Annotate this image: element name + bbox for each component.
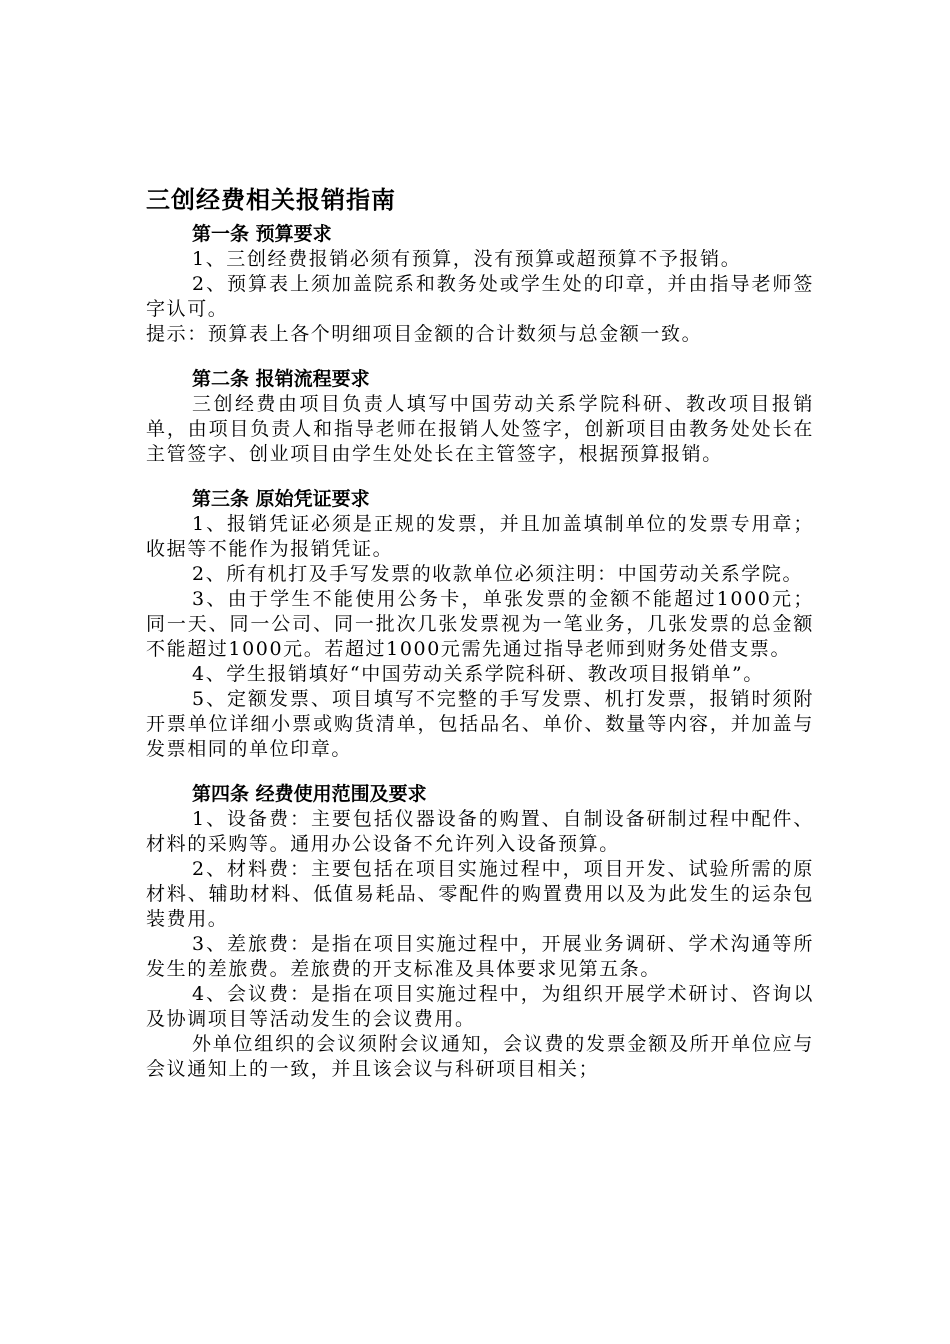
paragraph: 3、差旅费：是指在项目实施过程中，开展业务调研、学术沟通等所发生的差旅费。差旅费的开支标准及具体要求见第五条。 [146,933,814,980]
paragraph: 1、设备费：主要包括仪器设备的购置、自制设备研制过程中配件、材料的采购等。通用办公设备不允许列入设备预算。 [146,808,814,855]
section-heading: 第一条 预算要求 [192,223,332,245]
paragraph: 1、报销凭证必须是正规的发票，并且加盖填制单位的发票专用章；收据等不能作为报销凭证。 [146,513,814,560]
paragraph: 2、所有机打及手写发票的收款单位必须注明：中国劳动关系学院。 [192,563,804,585]
paragraph-tip: 提示：预算表上各个明细项目金额的合计数须与总金额一致。 [146,323,703,345]
paragraph: 1、三创经费报销必须有预算，没有预算或超预算不予报销。 [192,248,742,270]
paragraph: 三创经费由项目负责人填写中国劳动关系学院科研、教改项目报销单，由项目负责人和指导老师在报销人处签字，创新项目由教务处处长在主管签字、创业项目由学生处处长在主管签字，根据预算报销。 [146,393,814,465]
section-vouchers [146,487,814,762]
section-budget [146,222,814,347]
document-page [146,184,814,1102]
paragraph: 外单位组织的会议须附会议通知，会议费的发票金额及所开单位应与会议通知上的一致，并且该会议与科研项目相关； [146,1033,814,1080]
section-process [146,367,814,467]
section-usage-scope [146,782,814,1082]
paragraph: 2、预算表上须加盖院系和教务处或学生处的印章，并由指导老师签字认可。 [146,273,814,320]
paragraph: 5、定额发票、项目填写不完整的手写发票、机打发票，报销时须附开票单位详细小票或购货清单，包括品名、单价、数量等内容，并加盖与发票相同的单位印章。 [146,688,814,760]
section-heading: 第二条 报销流程要求 [192,368,370,390]
document-title: 三创经费相关报销指南 [146,186,396,214]
section-heading: 第三条 原始凭证要求 [192,488,370,510]
paragraph: 2、材料费：主要包括在项目实施过程中，项目开发、试验所需的原材料、辅助材料、低值易耗品、零配件的购置费用以及为此发生的运杂包装费用。 [146,858,814,930]
paragraph: 4、会议费：是指在项目实施过程中，为组织开展学术研讨、咨询以及协调项目等活动发生的会议费用。 [146,983,814,1030]
section-heading: 第四条 经费使用范围及要求 [192,783,427,805]
paragraph: 4、学生报销填好“中国劳动关系学院科研、教改项目报销单”。 [192,663,764,685]
paragraph: 3、由于学生不能使用公务卡，单张发票的金额不能超过1000元；同一天、同一公司、同一批次几张发票视为一笔业务，几张发票的总金额不能超过1000元。若超过1000元需先通过指导老师到财务处借支票。 [146,588,814,660]
